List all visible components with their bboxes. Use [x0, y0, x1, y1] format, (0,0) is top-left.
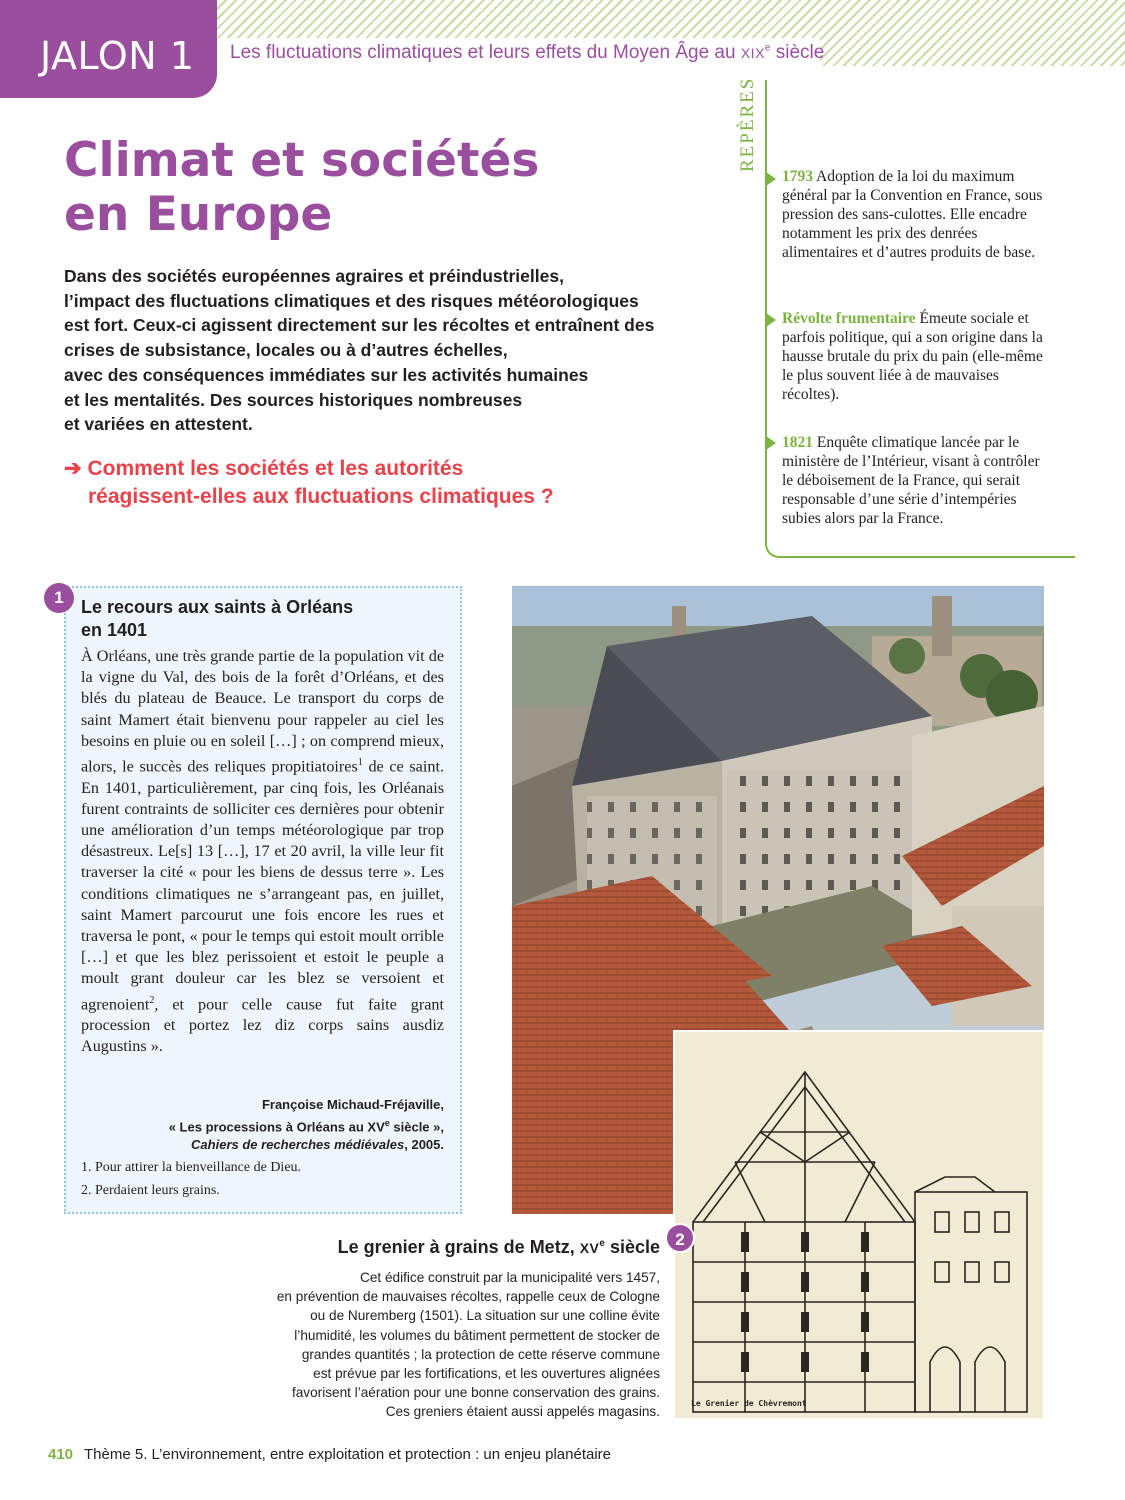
description-line: ou de Nuremberg (1501). La situation sur une colline évite [310, 1308, 660, 1324]
granary-section-illustration [675, 1032, 1045, 1420]
reperes-definition: Adoption de la loi du maximum général par la Convention en France, sous pression des sans-culottes. Elle encadre notamment les prix des denrées alimentaires et d’autres produits de base. [782, 168, 1043, 261]
footnote-marker: 1 [357, 757, 363, 769]
drawing-caption: Le Grenier de Chèvremont [691, 1399, 807, 1408]
footnote-1: 1. Pour attirer la bienveillance de Dieu. [81, 1160, 302, 1175]
document-1-title-line1: Le recours aux saints à Orléans [81, 597, 354, 617]
footnote-2: 2. Perdaient leurs grains. [81, 1183, 220, 1198]
document-1-text-part: À Orléans, une très grande partie de la population vit de la vigne du Val, des bois de la forêt d’Orléans, et des blés du plateau de Beauce. Le transport du corps de saint Mamert était bienvenu pour rappeler au ciel les besoins en pluie ou en soleil […] ; on comprend mieux, alors, le succès des reliques propitiatoires [81, 647, 444, 776]
intro-line: avec des conséquences immédiates sur les activités humaines [64, 364, 589, 385]
document-1-number-badge: 1 [44, 583, 74, 613]
triangle-bullet-icon [766, 172, 776, 186]
description-line: en prévention de mauvaises récoltes, rappelle ceux de Cologne [276, 1289, 660, 1305]
header-subtitle-end: siècle [770, 42, 825, 63]
description-line: favorisent l’aération pour une bonne conservation des grains. [291, 1385, 660, 1401]
reperes-entry-1821 [782, 433, 1047, 528]
footnote-marker: 2 [149, 994, 155, 1006]
document-2-title-end: siècle [604, 1237, 660, 1257]
document-2-title-century: XV [579, 1240, 600, 1256]
triangle-bullet-icon [766, 313, 776, 327]
document-1-source [100, 1096, 444, 1154]
reperes-term: 1821 [782, 434, 813, 451]
arrow-right-icon: ➔ [64, 457, 82, 480]
intro-line: l’impact des fluctuations climatiques et des risques météorologiques [64, 290, 639, 311]
description-line: Cet édifice construit par la municipalité vers 1457, [360, 1270, 660, 1285]
description-line: Ces greniers étaient aussi appelés magasins. [385, 1404, 660, 1420]
document-2-title [250, 1237, 660, 1258]
page-title [64, 134, 539, 242]
jalon-label: JALON 1 [40, 34, 195, 78]
page-number: 410 [48, 1446, 74, 1463]
intro-line: Dans des sociétés européennes agraires et préindustrielles, [64, 266, 564, 286]
source-year: , 2005. [404, 1137, 444, 1153]
question-line2: réagissent-elles aux fluctuations climatiques ? [88, 485, 554, 508]
description-line: est prévue par les fortifications, et les ouvertures alignées [313, 1366, 660, 1382]
intro-paragraph [64, 264, 684, 437]
triangle-bullet-icon [766, 436, 776, 450]
document-2-title-sup: e [599, 1238, 605, 1249]
source-journal: Cahiers de recherches médiévales [191, 1137, 405, 1153]
granary-section-drawing [673, 1030, 1045, 1420]
reperes-definition: Émeute sociale et parfois politique, qui a son origine dans la hausse brutale du prix du pain (elle-même le plus souvent liée à de mauvaises récoltes). [782, 310, 1043, 403]
jalon-tab [0, 0, 217, 98]
intro-line: est fort. Ceux-ci agissent directement sur les récoltes et entraînent des [64, 315, 655, 336]
footer-theme-text: Thème 5. L’environnement, entre exploitation et protection : un enjeu planétaire [84, 1446, 612, 1463]
description-line: grandes quantités ; la protection de cette réserve commune [301, 1346, 660, 1362]
source-journal-line [100, 1136, 444, 1154]
document-1-title [81, 596, 353, 642]
intro-line: crises de subsistance, locales ou à d’autres échelles, [64, 340, 508, 361]
document-1-text-part: , et pour celle cause fut faite grant procession et portez lez diz corps sains ausdiz Augustins ». [81, 995, 444, 1056]
source-article-text: « Les processions à Orléans au XV [168, 1119, 385, 1135]
document-2-description [220, 1268, 660, 1422]
document-1-title-line2: en 1401 [81, 620, 148, 640]
reperes-label: REPÈRES [737, 76, 758, 172]
page-title-line1: Climat et sociétés [64, 133, 540, 188]
header-subtitle-sup: e [764, 42, 771, 54]
document-2-number-badge: 2 [665, 1223, 695, 1253]
source-article [100, 1114, 444, 1136]
reperes-definition: Enquête climatique lancée par le ministère de l’Intérieur, visant à contrôler le déboisement de la France, qui serait responsable d’une série d’intempéries subies alors par la France. [782, 434, 1040, 527]
document-1-text [81, 646, 444, 1058]
description-line: l’humidité, les volumes du bâtiment permettent de stocker de [294, 1327, 660, 1343]
question-line1: Comment les sociétés et les autorités [87, 457, 464, 480]
intro-line: et variées en attestent. [64, 414, 253, 435]
reperes-entry-revolte-frumentaire [782, 309, 1047, 404]
source-author: Françoise Michaud-Fréjaville, [261, 1097, 444, 1112]
reperes-entry-1793 [782, 167, 1047, 262]
reperes-term: Révolte frumentaire [782, 310, 916, 327]
document-1-text-part: de ce saint. En 1401, particulièrement, par cinq fois, les Orléanais furent contraints de solliciter ces dernières pour obtenir une amélioration d’un temps météorologique par trop désastreux. Le[s] 13 […], 17 et 20 avril, la ville leur fit traverser la cité « pour les biens de dessus terre ». Les conditions climatiques ne s’arrangeant pas, en juillet, saint Mamert parcourut une fois encore les rues et traversa le pont, « pour le temps qui estoit moult orrible […] et que les blez perissoient et estoit le peuple a moult grant douleur car les blez se versoient et agrenoient [81, 757, 444, 1014]
intro-line: et les mentalités. Des sources historiques nombreuses [64, 389, 523, 410]
header-subtitle-text: Les fluctuations climatiques et leurs effets du Moyen Âge au [230, 42, 741, 63]
document-2-title-text: Le grenier à grains de Metz, [337, 1237, 580, 1257]
reperes-term: 1793 [782, 168, 813, 185]
header-subtitle-century: XIX [740, 45, 765, 61]
problem-question [64, 455, 554, 511]
page-title-line2: en Europe [64, 187, 333, 242]
source-article-end: siècle », [389, 1119, 444, 1135]
header-subtitle [230, 42, 824, 64]
source-article-sup: e [384, 1118, 390, 1128]
